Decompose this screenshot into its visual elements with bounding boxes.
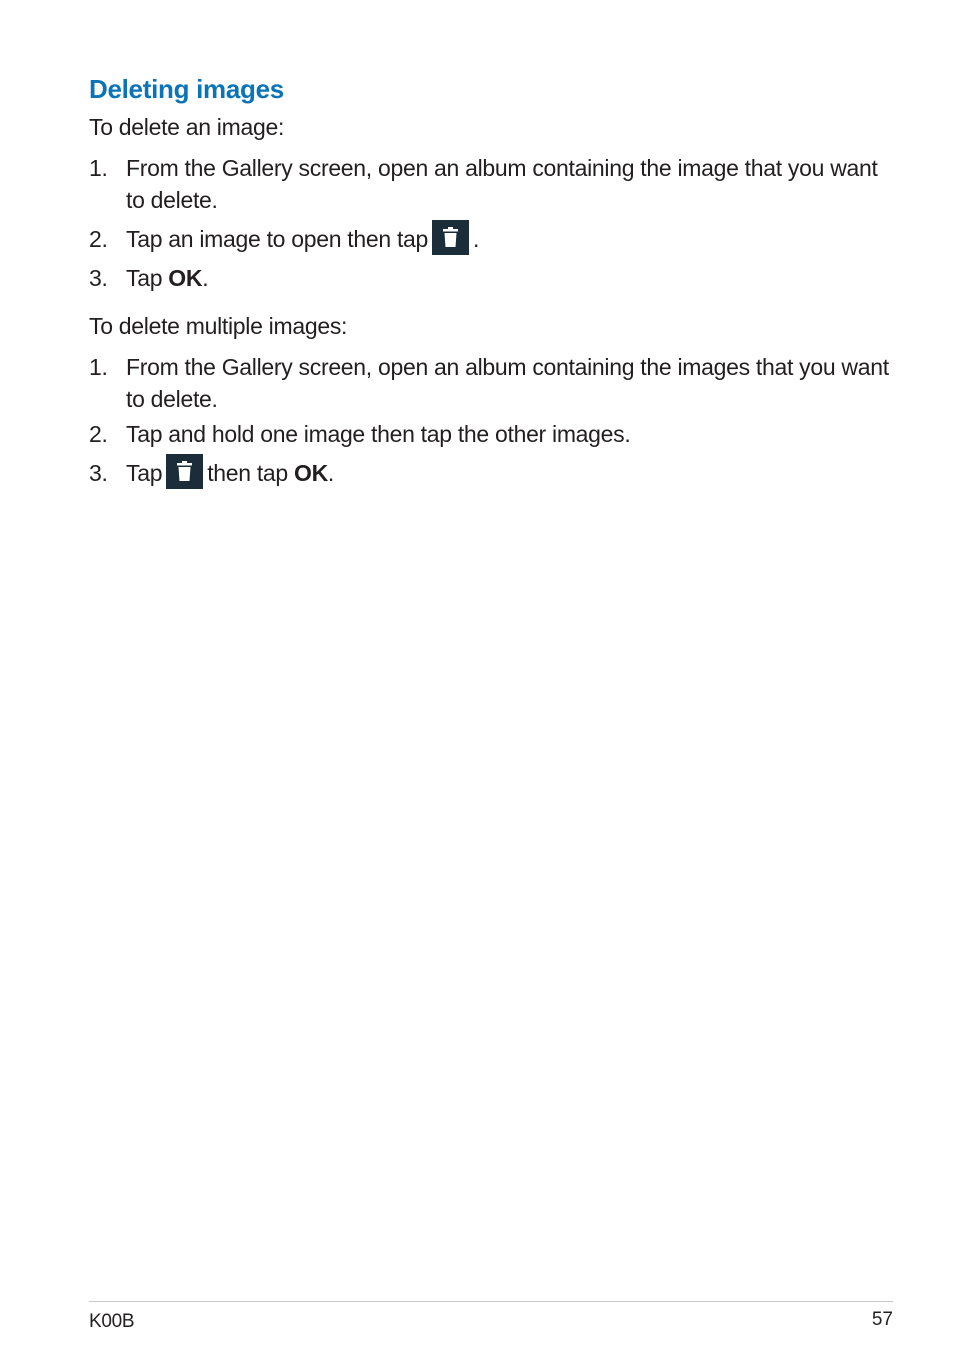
trash-icon — [432, 220, 469, 255]
step-number: 2. — [89, 421, 108, 447]
step-number: 2. — [89, 226, 108, 252]
ok-label: OK — [294, 460, 328, 486]
single-delete-intro: To delete an image: — [89, 114, 285, 140]
step-text-after: . — [202, 265, 209, 291]
single-step-3 — [89, 262, 889, 294]
step-text-middle: then tap — [207, 460, 295, 486]
step-number: 1. — [89, 155, 108, 181]
section-title: Deleting images — [89, 74, 284, 104]
trash-icon — [166, 454, 203, 489]
single-step-1 — [89, 152, 889, 216]
step-text-after: . — [473, 226, 480, 252]
step-number: 3. — [89, 460, 108, 486]
single-step-2 — [89, 223, 889, 258]
step-text: From the Gallery screen, open an album containing the images that you want to delete. — [126, 354, 889, 412]
multiple-step-2 — [89, 418, 889, 450]
step-text-before: Tap an image to open then tap — [126, 226, 429, 252]
step-text — [126, 262, 889, 294]
step-number: 1. — [89, 354, 108, 380]
step-text — [126, 223, 889, 258]
step-number: 3. — [89, 265, 108, 291]
page-number: 57 — [871, 1309, 893, 1330]
ok-label: OK — [168, 265, 203, 291]
step-text: From the Gallery screen, open an album containing the image that you want to delete. — [126, 155, 878, 213]
multiple-step-1 — [89, 351, 889, 415]
step-text — [126, 457, 889, 492]
footer-model: K00B — [89, 1311, 135, 1332]
multiple-delete-intro: To delete multiple images: — [89, 313, 348, 339]
step-text-after: . — [327, 460, 335, 486]
multiple-step-3 — [89, 457, 889, 492]
step-text-before: Tap — [126, 265, 169, 291]
step-text-before: Tap — [126, 460, 163, 486]
footer-divider — [89, 1301, 893, 1302]
step-text: Tap and hold one image then tap the other images. — [126, 421, 631, 447]
